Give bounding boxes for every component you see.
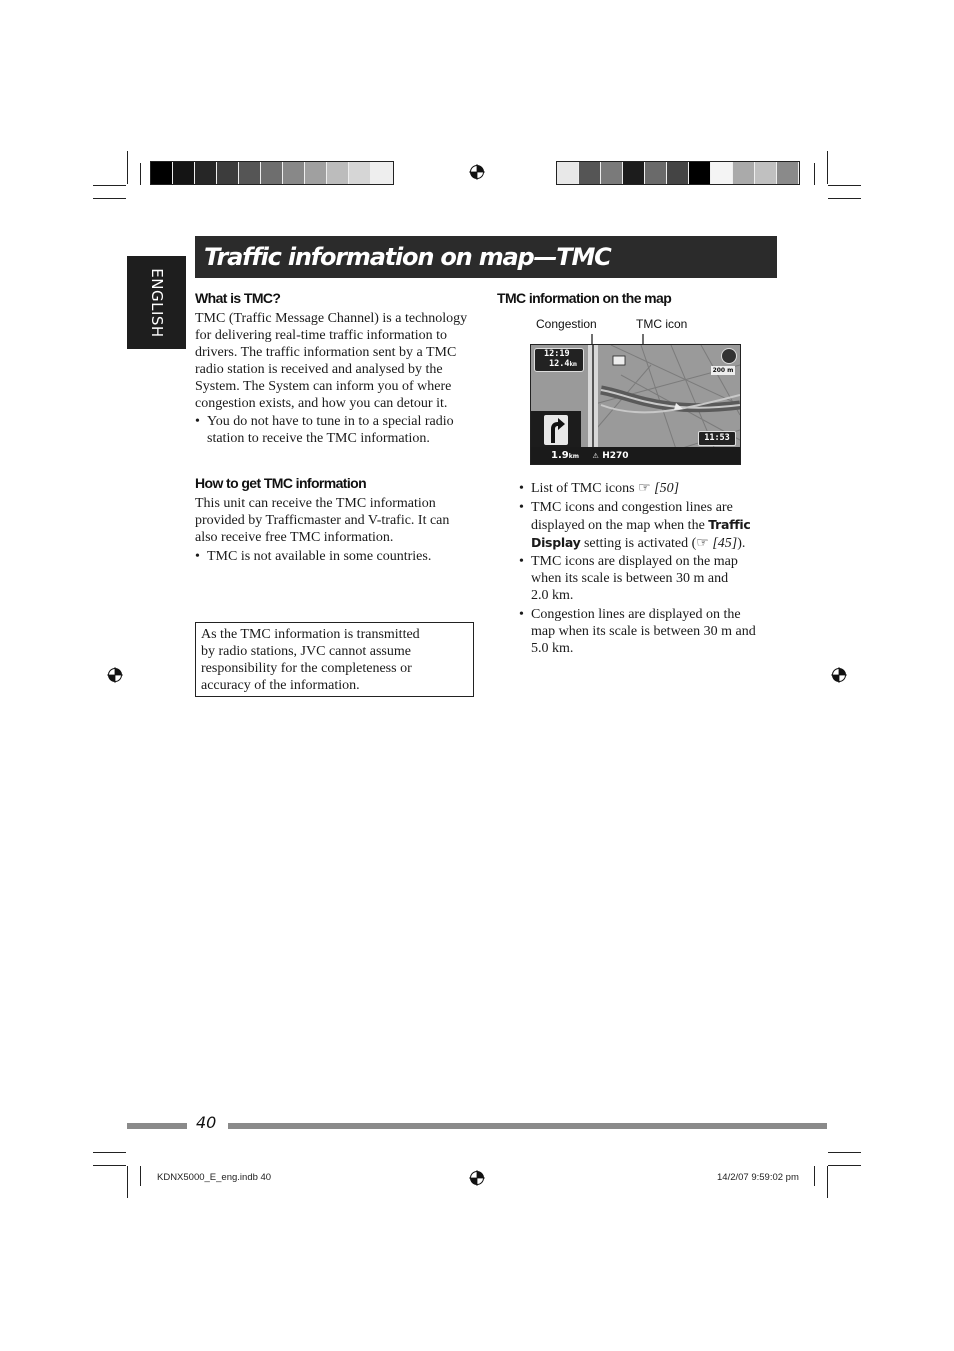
crop-mark xyxy=(827,151,828,184)
text-line: List of TMC icons xyxy=(531,481,635,496)
what-is-tmc-bullets xyxy=(195,413,454,447)
crop-mark xyxy=(828,1152,861,1153)
reference-icon: ☞ xyxy=(696,536,713,551)
crop-mark xyxy=(828,1165,861,1166)
text-line xyxy=(531,516,769,534)
text-line: by radio stations, JVC cannot assume xyxy=(201,644,411,659)
page-number: 40 xyxy=(196,1113,217,1132)
text-line: This unit can receive the TMC information xyxy=(195,496,436,511)
crop-mark xyxy=(127,151,128,184)
text-line: • Congestion lines are displayed on the xyxy=(531,607,741,622)
what-is-tmc-paragraph xyxy=(195,310,467,412)
reference-icon: ☞ xyxy=(638,481,651,496)
text-line: map when its scale is between 30 m and xyxy=(531,624,756,639)
text-line: also receive free TMC information. xyxy=(195,530,394,545)
setting-name: Traffic xyxy=(708,517,751,532)
crop-mark xyxy=(827,1166,828,1198)
road-name: H270 xyxy=(602,451,629,461)
text-line: provided by Trafficmaster and V-trafic. It can xyxy=(195,513,450,528)
tmc-map-bullets xyxy=(519,480,769,657)
language-label: ENGLISH xyxy=(147,267,166,338)
crop-mark xyxy=(814,1166,815,1186)
color-calibration-bar-right xyxy=(556,161,800,185)
title-banner xyxy=(195,236,777,278)
text-line: station to receive the TMC information. xyxy=(207,431,430,446)
registration-mark-icon xyxy=(469,164,485,180)
list-item xyxy=(519,480,769,497)
how-to-get-bullets xyxy=(195,548,431,565)
clock-display: 11:53 xyxy=(698,431,736,446)
list-item xyxy=(519,499,769,552)
trip-time: 12:19 xyxy=(544,349,570,359)
map-scale: 200 m xyxy=(712,367,734,374)
trip-distance xyxy=(535,359,583,370)
text-fragment: displayed on the map when the xyxy=(531,518,705,533)
setting-name: Display xyxy=(531,535,581,550)
trip-info-panel xyxy=(534,348,584,372)
list-item xyxy=(195,413,454,447)
crop-mark xyxy=(140,163,141,185)
disclaimer-note xyxy=(195,622,474,697)
text-line: • TMC icons are displayed on the map xyxy=(531,554,738,569)
text-line: 5.0 km. xyxy=(531,641,574,656)
list-item: • TMC is not available in some countries. xyxy=(195,548,431,565)
text-line: TMC (Traffic Message Channel) is a technology xyxy=(195,311,468,326)
language-tab xyxy=(127,256,186,349)
congestion-callout-label: Congestion xyxy=(536,317,597,331)
tmc-icon-callout-label: TMC icon xyxy=(636,317,688,331)
list-item xyxy=(519,606,769,657)
crop-mark xyxy=(140,1166,141,1186)
text-line: drivers. The traffic information sent by a TMC xyxy=(195,345,457,360)
text-line xyxy=(531,534,769,552)
trip-distance-value: 12.4 xyxy=(549,359,570,369)
how-to-get-paragraph xyxy=(195,495,449,546)
text-line: when its scale is between 30 m and xyxy=(531,571,729,586)
text-line: accuracy of the information. xyxy=(201,678,360,693)
text-line: • TMC icons and congestion lines are xyxy=(531,500,733,515)
tmc-map-heading: TMC information on the map xyxy=(497,290,672,306)
page-title: Traffic information on map—TMC xyxy=(204,243,611,271)
page-reference: [45] xyxy=(712,536,738,551)
text-fragment: setting is activated ( xyxy=(583,536,697,551)
footer-filename: KDNX5000_E_eng.indb 40 xyxy=(157,1172,272,1183)
page-reference: [50] xyxy=(654,481,680,496)
text-line: • You do not have to tune in to a special radio xyxy=(207,414,454,429)
text-fragment: ). xyxy=(737,536,746,551)
turn-right-arrow-icon xyxy=(544,415,568,445)
crop-mark xyxy=(93,185,126,186)
crop-mark xyxy=(93,1165,126,1166)
navigation-map-screenshot xyxy=(530,344,741,465)
warning-icon: ⚠ xyxy=(592,452,599,460)
registration-mark-icon xyxy=(107,667,123,683)
crop-mark xyxy=(828,198,861,199)
how-to-get-heading: How to get TMC information xyxy=(195,475,367,491)
crop-mark xyxy=(93,198,126,199)
trip-distance-unit: km xyxy=(569,361,577,368)
text-line: 2.0 km. xyxy=(531,588,574,603)
text-line: congestion exists, and how you can detour it. xyxy=(195,396,448,411)
color-calibration-bar-left xyxy=(150,161,394,185)
footer-rule-left xyxy=(127,1123,187,1129)
crop-mark xyxy=(814,163,815,185)
registration-mark-icon xyxy=(469,1170,485,1186)
text-line: As the TMC information is transmitted xyxy=(201,627,420,642)
text-line: responsibility for the completeness or xyxy=(201,661,412,676)
compass-icon[interactable] xyxy=(721,348,737,364)
footer-rule-right xyxy=(228,1123,827,1129)
text-line: for delivering real-time traffic information to xyxy=(195,328,448,343)
what-is-tmc-heading: What is TMC? xyxy=(195,290,281,306)
turn-distance-unit: km xyxy=(568,453,579,460)
crop-mark xyxy=(93,1152,126,1153)
crop-mark xyxy=(828,185,861,186)
footer-date: 14/2/07 9:59:02 pm xyxy=(717,1172,799,1183)
crop-mark xyxy=(127,1166,128,1198)
list-item xyxy=(519,553,769,604)
turn-distance-value: 1.9 xyxy=(551,450,569,461)
registration-mark-icon xyxy=(831,667,847,683)
text-line: radio station is received and analysed by the xyxy=(195,362,443,377)
guidance-bar xyxy=(531,447,740,464)
text-line: System. The System can inform you of where xyxy=(195,379,452,394)
